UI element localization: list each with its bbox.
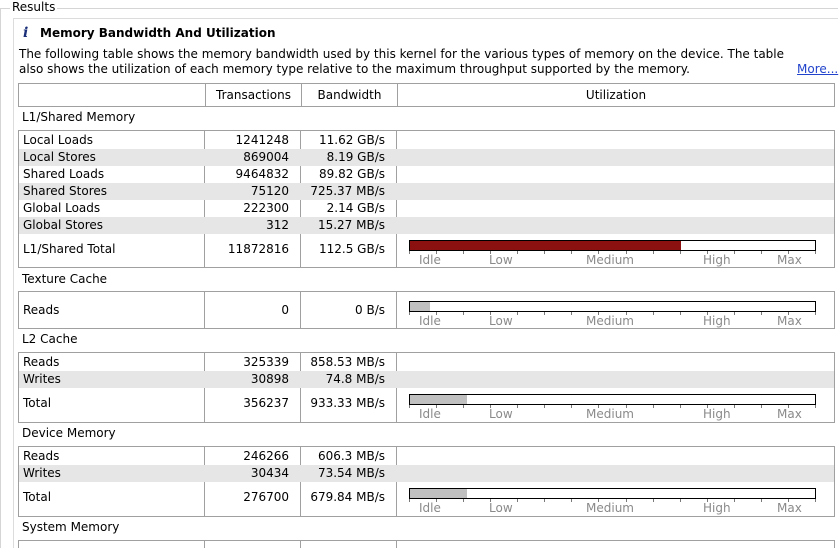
group-block-texture	[18, 291, 835, 329]
row-name: Reads	[23, 303, 60, 317]
table-row[interactable]	[19, 166, 834, 183]
row-bandwidth: 933.33 MB/s	[310, 396, 385, 410]
row-transactions: 11872816	[227, 242, 289, 256]
scale-low: Low	[489, 407, 513, 421]
table-row[interactable]	[19, 465, 834, 482]
group-label-texture-cache: Texture Cache	[22, 272, 108, 286]
row-bandwidth: 858.53 MB/s	[310, 355, 385, 369]
scale-idle: Idle	[419, 314, 441, 328]
table-row[interactable]	[19, 149, 834, 166]
scale-high: High	[703, 314, 731, 328]
scale-idle: Idle	[419, 253, 441, 267]
row-transactions: 9464832	[235, 167, 289, 181]
section-title: Memory Bandwidth And Utilization	[40, 26, 276, 40]
row-bandwidth: 112.5 GB/s	[319, 242, 385, 256]
row-name: L1/Shared Total	[23, 242, 116, 256]
row-name: Global Stores	[23, 218, 104, 232]
header-bandwidth[interactable]: Bandwidth	[301, 84, 397, 106]
row-name: Writes	[23, 466, 61, 480]
table-row[interactable]	[19, 448, 834, 465]
group-block-l1	[18, 130, 835, 268]
row-transactions: 325339	[243, 355, 289, 369]
row-name: Total	[23, 490, 52, 504]
scale-medium: Medium	[586, 314, 634, 328]
row-bandwidth: 8.19 GB/s	[326, 150, 385, 164]
row-bandwidth: 73.54 MB/s	[317, 466, 385, 480]
row-transactions: 75120	[250, 184, 289, 198]
more-link[interactable]: More...	[797, 62, 839, 76]
row-name: Total	[23, 396, 52, 410]
scale-max: Max	[777, 314, 802, 328]
row-bandwidth: 15.27 MB/s	[317, 218, 385, 232]
group-block-system	[18, 540, 835, 548]
scale-low: Low	[489, 501, 513, 515]
group-block-l2	[18, 352, 835, 423]
group-label-system-memory: System Memory	[22, 520, 120, 534]
row-name: Global Loads	[23, 201, 101, 215]
row-name: Shared Stores	[23, 184, 108, 198]
row-bandwidth: 0 B/s	[355, 303, 385, 317]
info-icon: i	[23, 25, 29, 41]
group-label-l1-shared-memory: L1/Shared Memory	[22, 110, 136, 124]
utilization-scale	[409, 314, 816, 328]
frame-border-left	[0, 8, 1, 548]
scale-high: High	[703, 253, 731, 267]
row-transactions: 30434	[250, 466, 289, 480]
header-transactions[interactable]: Transactions	[205, 84, 301, 106]
scale-idle: Idle	[419, 501, 441, 515]
scale-low: Low	[489, 253, 513, 267]
utilization-bar	[409, 488, 816, 499]
utilization-bar	[409, 394, 816, 405]
table-row[interactable]	[19, 183, 834, 200]
utilization-bar	[409, 240, 816, 251]
table-row[interactable]	[19, 354, 834, 371]
scale-high: High	[703, 501, 731, 515]
row-transactions: 276700	[243, 490, 289, 504]
row-bandwidth: 606.3 MB/s	[317, 449, 385, 463]
row-transactions: 0	[281, 303, 289, 317]
group-label-device-memory: Device Memory	[22, 426, 116, 440]
row-bandwidth: 725.37 MB/s	[310, 184, 385, 198]
row-name: Local Stores	[23, 150, 96, 164]
row-bandwidth: 89.82 GB/s	[319, 167, 385, 181]
scale-medium: Medium	[586, 501, 634, 515]
table-row[interactable]	[19, 132, 834, 149]
utilization-fill	[410, 302, 430, 311]
row-name: Reads	[23, 355, 60, 369]
table-header	[18, 83, 835, 107]
row-transactions: 222300	[243, 201, 289, 215]
frame-border-top	[0, 8, 838, 9]
row-name: Shared Loads	[23, 167, 105, 181]
scale-medium: Medium	[586, 407, 634, 421]
table-row[interactable]	[19, 371, 834, 388]
scale-low: Low	[489, 314, 513, 328]
table-row[interactable]	[19, 217, 834, 234]
row-name: Writes	[23, 372, 61, 386]
scale-max: Max	[777, 407, 802, 421]
row-transactions: 356237	[243, 396, 289, 410]
utilization-scale	[409, 407, 816, 421]
utilization-scale	[409, 501, 816, 515]
row-bandwidth: 74.8 MB/s	[325, 372, 385, 386]
row-transactions: 1241248	[235, 133, 289, 147]
scale-medium: Medium	[586, 253, 634, 267]
row-name: Local Loads	[23, 133, 93, 147]
row-bandwidth: 679.84 MB/s	[310, 490, 385, 504]
row-transactions: 312	[266, 218, 289, 232]
utilization-fill	[410, 241, 681, 250]
group-label-l2-cache: L2 Cache	[22, 332, 78, 346]
scale-max: Max	[777, 501, 802, 515]
utilization-bar	[409, 301, 816, 312]
scale-high: High	[703, 407, 731, 421]
row-transactions: 246266	[243, 449, 289, 463]
section-description: The following table shows the memory bandwidth used by this kernel for the various types of memory on the device. The table also shows the utilization of each memory type relative to the maximum throughput supported by the memory.	[19, 47, 785, 76]
utilization-scale	[409, 253, 816, 267]
row-name: Reads	[23, 449, 60, 463]
row-bandwidth: 11.62 GB/s	[319, 133, 385, 147]
row-bandwidth: 2.14 GB/s	[326, 201, 385, 215]
scale-idle: Idle	[419, 407, 441, 421]
utilization-fill	[410, 395, 467, 404]
row-transactions: 30898	[250, 372, 289, 386]
scale-max: Max	[777, 253, 802, 267]
results-label: Results	[12, 0, 56, 14]
header-utilization[interactable]: Utilization	[397, 84, 834, 106]
table-row[interactable]	[19, 200, 834, 217]
row-transactions: 869004	[243, 150, 289, 164]
utilization-fill	[410, 489, 467, 498]
group-block-device	[18, 446, 835, 517]
